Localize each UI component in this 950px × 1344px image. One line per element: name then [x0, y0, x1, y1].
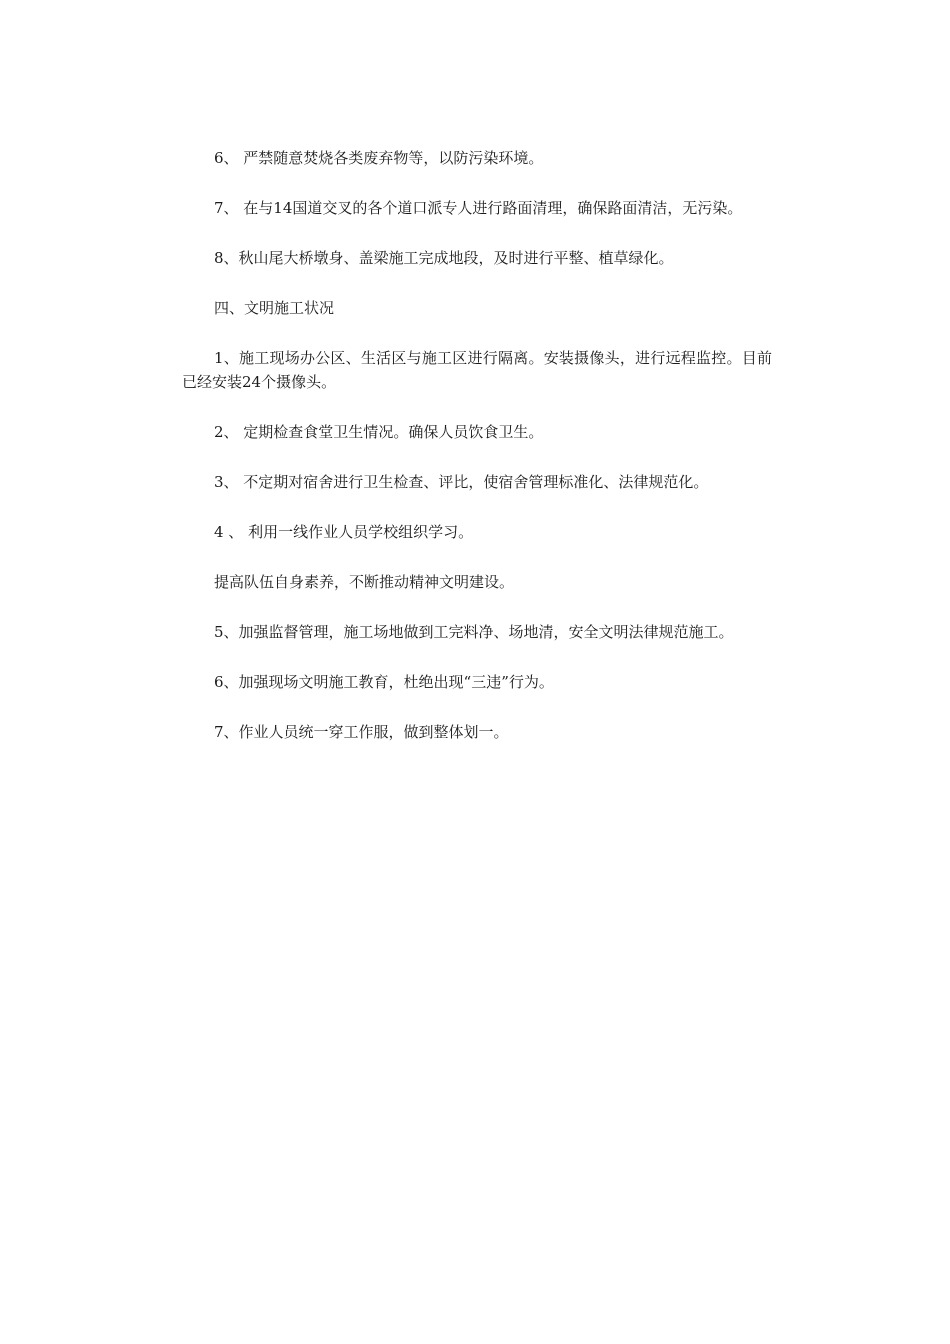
- paragraph-item-4-study: 4 、 利用一线作业人员学校组织学习。: [214, 523, 474, 541]
- paragraph-item-6-education: 6、加强现场文明施工教育，杜绝出现“三违”行为。: [214, 673, 554, 691]
- paragraph-item-6-burning: 6、 严禁随意焚烧各类废弃物等，以防污染环境。: [214, 149, 544, 167]
- paragraph-item-2-canteen: 2、 定期检查食堂卫生情况。确保人员饮食卫生。: [214, 423, 544, 441]
- paragraph-quality: 提高队伍自身素养，不断推动精神文明建设。: [214, 573, 515, 591]
- paragraph-item-1-isolation: 1、施工现场办公区、生活区与施工区进行隔离。安装摄像头，进行远程监控。目前已经安装24个摄像头。: [182, 349, 772, 391]
- section-heading-civilized-construction: 四、文明施工状况: [214, 299, 335, 317]
- paragraph-item-8-greening: 8、秋山尾大桥墩身、盖梁施工完成地段，及时进行平整、植草绿化。: [214, 249, 674, 267]
- paragraph-item-7-road-cleaning: 7、 在与14国道交叉的各个道口派专人进行路面清理，确保路面清洁，无污染。: [214, 199, 743, 217]
- paragraph-item-5-supervision: 5、加强监督管理，施工场地做到工完料净、场地清，安全文明法律规范施工。: [214, 623, 734, 641]
- paragraph-item-3-dormitory: 3、 不定期对宿舍进行卫生检查、评比，使宿舍管理标准化、法律规范化。: [214, 473, 709, 491]
- paragraph-item-7-uniform: 7、作业人员统一穿工作服，做到整体划一。: [214, 723, 509, 741]
